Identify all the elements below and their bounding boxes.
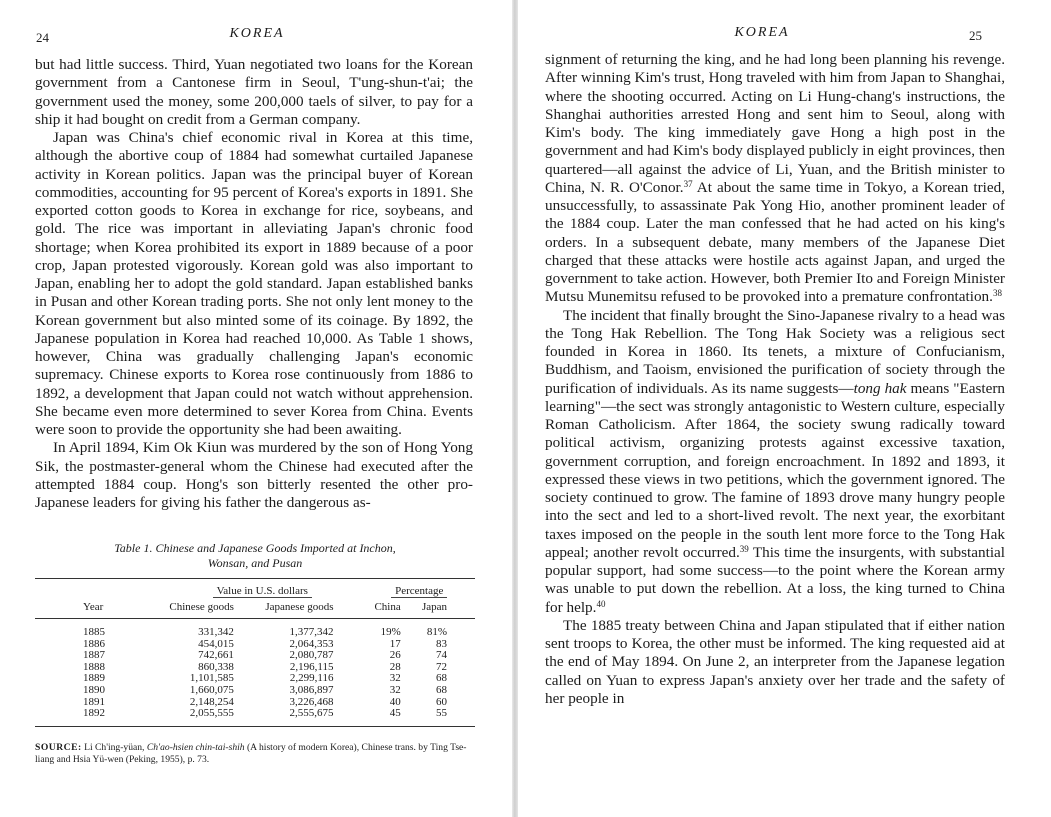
table-caption-line: Table 1. Chinese and Japanese Goods Imported at Inchon, [114, 541, 396, 555]
cell-china-pct: 32 [389, 683, 401, 696]
paragraph: In April 1894, Kim Ok Kiun was murdered by the son of Hong Yong Sik, the postmaster-general whom the Chinese had executed after the attempted 1884 coup. Hong's son bitterly resented the other pro-Japanese leaders for giving his father the dangerous as- [35, 439, 473, 511]
paragraph: but had little success. Third, Yuan negotiated two loans for the Korean government from a Cantonese firm in Seoul, T'ung-shun-t'ai; the government used the money, some 200,000 taels of silver, to pay for a ship it had bought on credit from a German company. [35, 56, 473, 128]
cell-china-pct: 26 [389, 649, 401, 662]
footnote-ref: 40 [596, 598, 606, 609]
cell-china-pct: 45 [363, 708, 406, 726]
cell-japan-pct: 60 [436, 695, 447, 708]
cell-year: 1892 [35, 708, 161, 726]
paragraph: signment of returning the king, and he had long been planning his revenge. After winning Kim's trust, Hong traveled with him from Japan to Shanghai, where the shooting occurred. Acting on Li Hung-chang's instructions, the Shanghai authorities arrested Hong and sent him to Seoul, along with Kim's body. The king immediately gave Hong a high post in the government and had Kim's body displayed publicly in eight provinces, then quartered—all against the advice of Li, Yuan, and the British minister to China, N. R. O'Conor.$^{37}$ At about the same time in Tokyo, a Korean tried, unsuccessfully, to assassinate Pak Yong Hio, another prominent leader of the 1884 coup. Later the man confessed that he had acted on his king's orders. In a subsequent debate, many members of the Japanese Diet charged that these attacks were hostile acts against Japan, and urged the government to take action. However, both Premier Ito and Foreign Minister Mutsu Munemitsu refused to be provoked into a premature confrontation.$^{38}$ [545, 51, 1005, 306]
table-caption [60, 541, 450, 571]
cell-japanese-goods: 2,064,353 [289, 637, 334, 650]
cell-japanese-goods: 1,377,342 [289, 626, 334, 638]
source-author: Li Ch'ing-yüan, [84, 742, 145, 753]
cell-japan-pct: 55 [407, 708, 475, 726]
group-header-value: Value in U.S. dollars [161, 579, 363, 599]
column-header-chinese-goods: Chinese goods [161, 598, 248, 619]
cell-japan-pct: 68 [436, 672, 447, 685]
cell-year: 1886 [83, 637, 105, 650]
cell-china-pct: 19% [380, 626, 401, 638]
cell-japanese-goods: 2,299,116 [289, 672, 334, 685]
cell-year: 1889 [83, 672, 105, 685]
right-page [518, 0, 1051, 817]
cell-chinese-goods: 1,660,075 [189, 683, 234, 696]
term-tong-hak: tong hak [853, 379, 907, 397]
column-header-china: China [363, 598, 406, 619]
page-number-left: 24 [36, 30, 49, 45]
cell-japan-pct: 74 [436, 649, 447, 662]
right-body-text [545, 51, 1005, 708]
table-caption-line: Wonsan, and Pusan [207, 556, 303, 570]
cell-china-pct: 40 [389, 695, 401, 708]
left-body-text [35, 56, 473, 512]
source-label: SOURCE: [35, 742, 82, 753]
column-header-year: Year [35, 598, 161, 619]
cell-chinese-goods: 860,338 [198, 660, 234, 673]
table-row [35, 685, 475, 697]
paragraph: The 1885 treaty between China and Japan stipulated that if either nation sent troops to Korea, the other must be informed. The king requested aid at the end of May 1894. On June 2, an interpreter from the Japanese legation called on Yuan to express Japan's anxiety over her trade and the safety of her people in [545, 616, 1005, 707]
footnote-ref: 37 [683, 178, 693, 189]
cell-japan-pct: 83 [436, 637, 447, 650]
table-source-note [35, 742, 475, 766]
cell-year: 1887 [83, 649, 105, 662]
cell-japanese-goods: 2,196,115 [289, 660, 334, 673]
paragraph: Japan was China's chief economic rival in Korea at this time, although the abortive coup of 1884 had somewhat curtailed Japanese activity in Korean politics. Japan was the principal buyer of Korean commodities, accounting for 95 percent of Korea's exports in 1891. She exported cotton goods to Korea in exchange for rice, soybeans, and gold. The rice was important in alleviating Japan's chronic food shortage; when Korea prohibited its export in 1889 because of a poor crop, Japan protested vigorously. Korean gold was also important to Japan, enabling her to adopt the gold standard. Japan established banks in Pusan and other Korean trading ports. She not only lent money to the Korean government but also minted some of its coinage. By 1892, the Japanese population in Korea had reached 10,000. As Table 1 shows, however, China was gradually challenging Japan's economic supremacy. Chinese exports to Korea rose continuously from 1886 to 1892, a development that Japan could not watch without apprehension. She became even more determined to sever Korea from China. Events were soon to provide the opportunity she had been awaiting. [35, 129, 473, 438]
cell-japan-pct: 72 [436, 660, 447, 673]
cell-year: 1891 [83, 695, 105, 708]
page-number-right: 25 [969, 28, 982, 43]
cell-japanese-goods: 2,555,675 [248, 708, 364, 726]
cell-chinese-goods: 2,055,555 [161, 708, 248, 726]
column-header-japan: Japan [407, 598, 475, 619]
cell-chinese-goods: 331,342 [198, 626, 234, 638]
imports-table [35, 578, 475, 727]
cell-japan-pct: 68 [436, 683, 447, 696]
cell-china-pct: 32 [389, 672, 401, 685]
footnote-ref: 38 [992, 288, 1002, 299]
cell-japanese-goods: 3,226,468 [289, 695, 334, 708]
left-page [0, 0, 512, 817]
cell-year: 1888 [83, 660, 105, 673]
cell-china-pct: 17 [389, 637, 401, 650]
cell-japanese-goods: 2,080,787 [289, 649, 334, 662]
source-rest: (A history of modern Korea), Chinese trans. by Ting Tse-liang and Hsia Yü-wen (Peking, 1955), p. 73. [35, 742, 467, 765]
cell-year: 1890 [83, 683, 105, 696]
cell-chinese-goods: 1,101,585 [189, 672, 234, 685]
table-spacer [35, 579, 161, 599]
footnote-ref: 39 [739, 543, 749, 554]
group-header-percentage: Percentage [363, 579, 475, 599]
table-body [35, 619, 475, 727]
cell-china-pct: 28 [389, 660, 401, 673]
cell-chinese-goods: 454,015 [198, 637, 234, 650]
source-title: Ch'ao-hsien chin-tai-shih [146, 742, 245, 753]
table-row [35, 708, 475, 726]
cell-japanese-goods: 3,086,897 [289, 683, 334, 696]
cell-year: 1885 [83, 626, 105, 638]
running-head-right: KOREA [734, 25, 790, 40]
paragraph: The incident that finally brought the Sino-Japanese rivalry to a head was the Tong Hak Rebellion. The Tong Hak Society was a religious sect founded in Korea in 1860. Its tenets, a mixture of Confucianism, Buddhism, and Taoism, envisioned the purification of society through the purification of individuals. As its name suggests—tong hak means "Eastern learning"—the sect was strongly antagonistic to Western culture, especially Roman Catholicism. After 1864, the society swung radically toward political activism, organizing protests against excessive taxation, government corruption, and foreign encroachment. In 1892 and 1893, it expressed these views in two petitions, which the government ignored. The society continued to grow. The famine of 1893 drove many hungry people into the sect and led to a short-lived revolt. The next year, the exorbitant taxes imposed on the people in the south lent more force to the Tong Hak appeal; another revolt occurred.$^{39}$ This time the insurgents, with substantial popular support, had some success—to the point where the Korean army was unable to put down the rebellion. At a loss, the king turned to China for help.$^{40}$ [545, 306, 1005, 616]
running-head-left: KOREA [229, 26, 285, 41]
column-header-japanese-goods: Japanese goods [248, 598, 364, 619]
cell-chinese-goods: 2,148,254 [189, 695, 234, 708]
cell-chinese-goods: 742,661 [198, 649, 234, 662]
cell-japan-pct: 81% [426, 626, 447, 638]
table-row [35, 619, 475, 639]
